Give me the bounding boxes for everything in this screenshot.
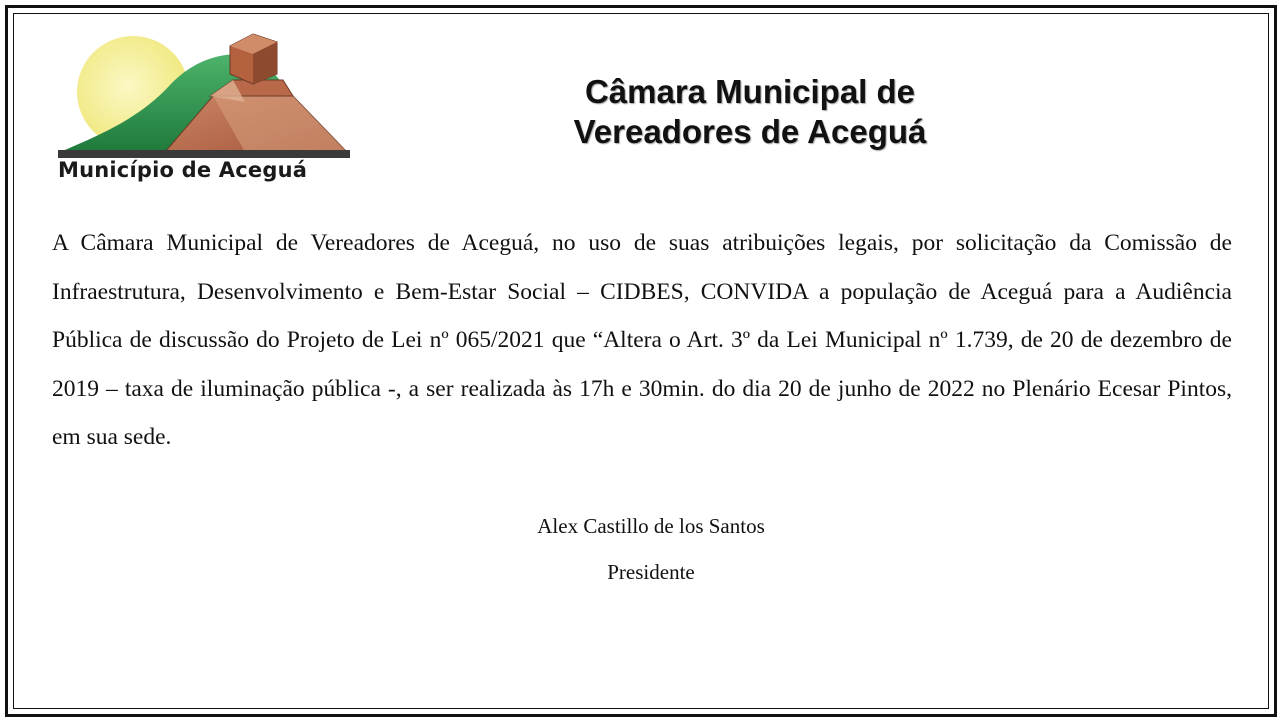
signer-role: Presidente bbox=[607, 560, 695, 584]
title-line-1: Câmara Municipal de bbox=[584, 73, 916, 110]
logo-bar bbox=[58, 150, 350, 158]
logo-text: Município de Aceguá bbox=[58, 158, 308, 182]
municipal-logo bbox=[55, 30, 355, 190]
page-title bbox=[470, 72, 1030, 152]
municipal-logo-icon bbox=[55, 30, 355, 160]
signer-name: Alex Castillo de los Santos bbox=[537, 514, 765, 538]
invitation-paragraph: A Câmara Municipal de Vereadores de Aceguá, no uso de suas atribuições legais, por solicitação da Comissão de Infraestrutura, Desenvolvimento e Bem-Estar Social – CIDBES, CONVIDA a população de Aceguá para a Audiência Pública de discussão do Projeto de Lei nº 065/2021 que “Altera o Art. 3º da Lei Municipal nº 1.739, de 20 de dezembro de 2019 – taxa de iluminação pública -, a ser realizada às 17h e 30min. do dia 20 de junho de 2022 no Plenário Ecesar Pintos, em sua sede. bbox=[52, 230, 1232, 450]
title-line-2: Vereadores de Aceguá bbox=[573, 113, 927, 150]
